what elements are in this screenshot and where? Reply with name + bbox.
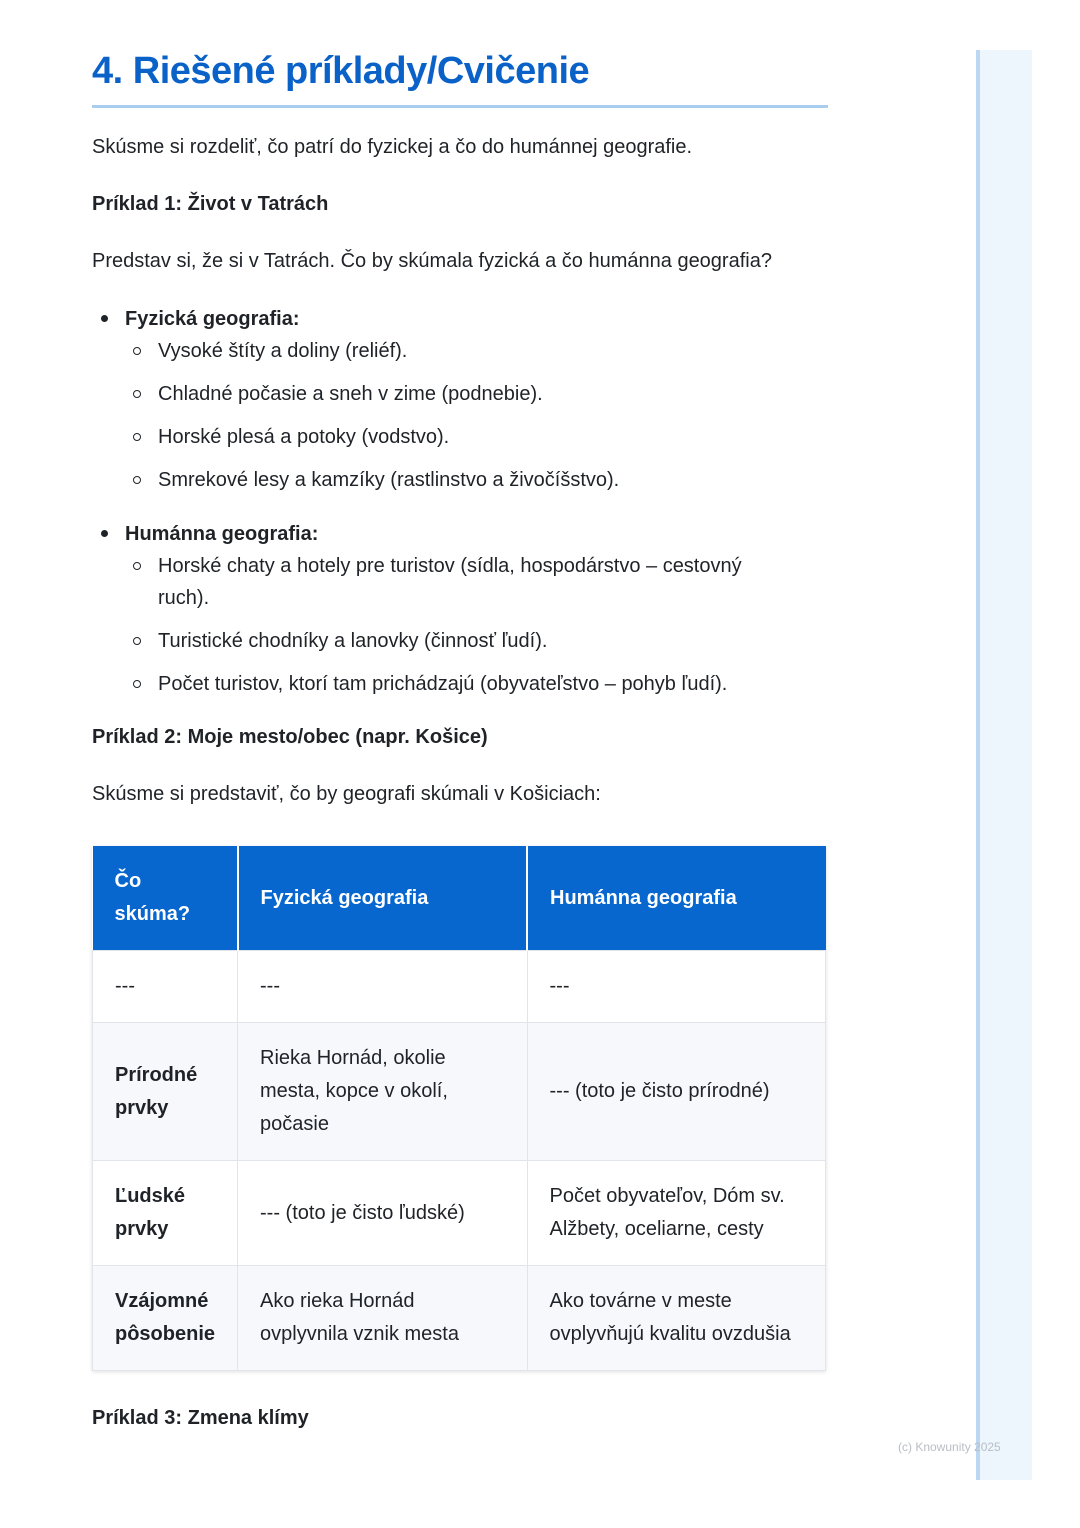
table-row-header: Vzájomné pôsobenie: [93, 1266, 238, 1371]
table-cell: Ako továrne v meste ovplyvňujú kvalitu ovzdušia: [527, 1266, 826, 1371]
table-cell: --- (toto je čisto ľudské): [238, 1161, 527, 1266]
table-cell: Rieka Hornád, okolie mesta, kopce v okolí, počasie: [238, 1023, 527, 1161]
table-row: [93, 1161, 826, 1266]
human-geography-items: [125, 550, 828, 700]
table-row: [93, 1023, 826, 1161]
list-item: Počet turistov, ktorí tam prichádzajú (obyvateľstvo – pohyb ľudí).: [125, 668, 828, 700]
table-header-cell: Humánna geografia: [527, 846, 826, 951]
table-cell: Počet obyvateľov, Dóm sv. Alžbety, oceliarne, cesty: [527, 1161, 826, 1266]
example-1-title: Príklad 1: Život v Tatrách: [92, 193, 329, 215]
human-geography-group: [92, 518, 828, 700]
comparison-table: [92, 846, 826, 1371]
list-item: Smrekové lesy a kamzíky (rastlinstvo a živočíšstvo).: [125, 464, 828, 496]
example-1-list: [92, 303, 828, 700]
table-cell: ---: [93, 951, 238, 1023]
intro-text: Skúsme si rozdeliť, čo patrí do fyzickej a čo do humánnej geografie.: [92, 136, 693, 158]
table-cell: --- (toto je čisto prírodné): [527, 1023, 826, 1161]
table-cell: ---: [527, 951, 826, 1023]
table-header-row: [93, 846, 826, 951]
list-item: Turistické chodníky a lanovky (činnosť ľudí).: [125, 625, 828, 657]
group-label: Fyzická geografia:: [125, 308, 300, 330]
table-row: [93, 951, 826, 1023]
example-2-text: Skúsme si predstaviť, čo by geografi skúmali v Košiciach:: [92, 783, 601, 805]
physical-geography-group: [92, 303, 828, 496]
example-3-title: Príklad 3: Zmena klímy: [92, 1407, 309, 1429]
table-row-header: Prírodné prvky: [93, 1023, 238, 1161]
physical-geography-items: [125, 335, 828, 496]
section-heading: 4. Riešené príklady/Cvičenie: [92, 50, 828, 108]
document-content: [92, 50, 828, 1433]
list-item: Horské plesá a potoky (vodstvo).: [125, 421, 828, 453]
list-item: Horské chaty a hotely pre turistov (sídla, hospodárstvo – cestovný ruch).: [125, 550, 828, 614]
list-item: Vysoké štíty a doliny (reliéf).: [125, 335, 828, 367]
table-row: [93, 1266, 826, 1371]
list-item: Chladné počasie a sneh v zime (podnebie).: [125, 378, 828, 410]
table-cell: ---: [238, 951, 527, 1023]
table-header-cell: Čo skúma?: [93, 846, 238, 951]
table-header-cell: Fyzická geografia: [238, 846, 527, 951]
table-cell: Ako rieka Hornád ovplyvnila vznik mesta: [238, 1266, 527, 1371]
example-2-title: Príklad 2: Moje mesto/obec (napr. Košice): [92, 726, 488, 748]
table-row-header: Ľudské prvky: [93, 1161, 238, 1266]
example-1-text: Predstav si, že si v Tatrách. Čo by skúmala fyzická a čo humánna geografia?: [92, 250, 772, 272]
copyright-footer: (c) Knowunity 2025: [898, 1440, 1001, 1454]
page-sidebar-strip: [976, 50, 1032, 1480]
group-label: Humánna geografia:: [125, 523, 319, 545]
